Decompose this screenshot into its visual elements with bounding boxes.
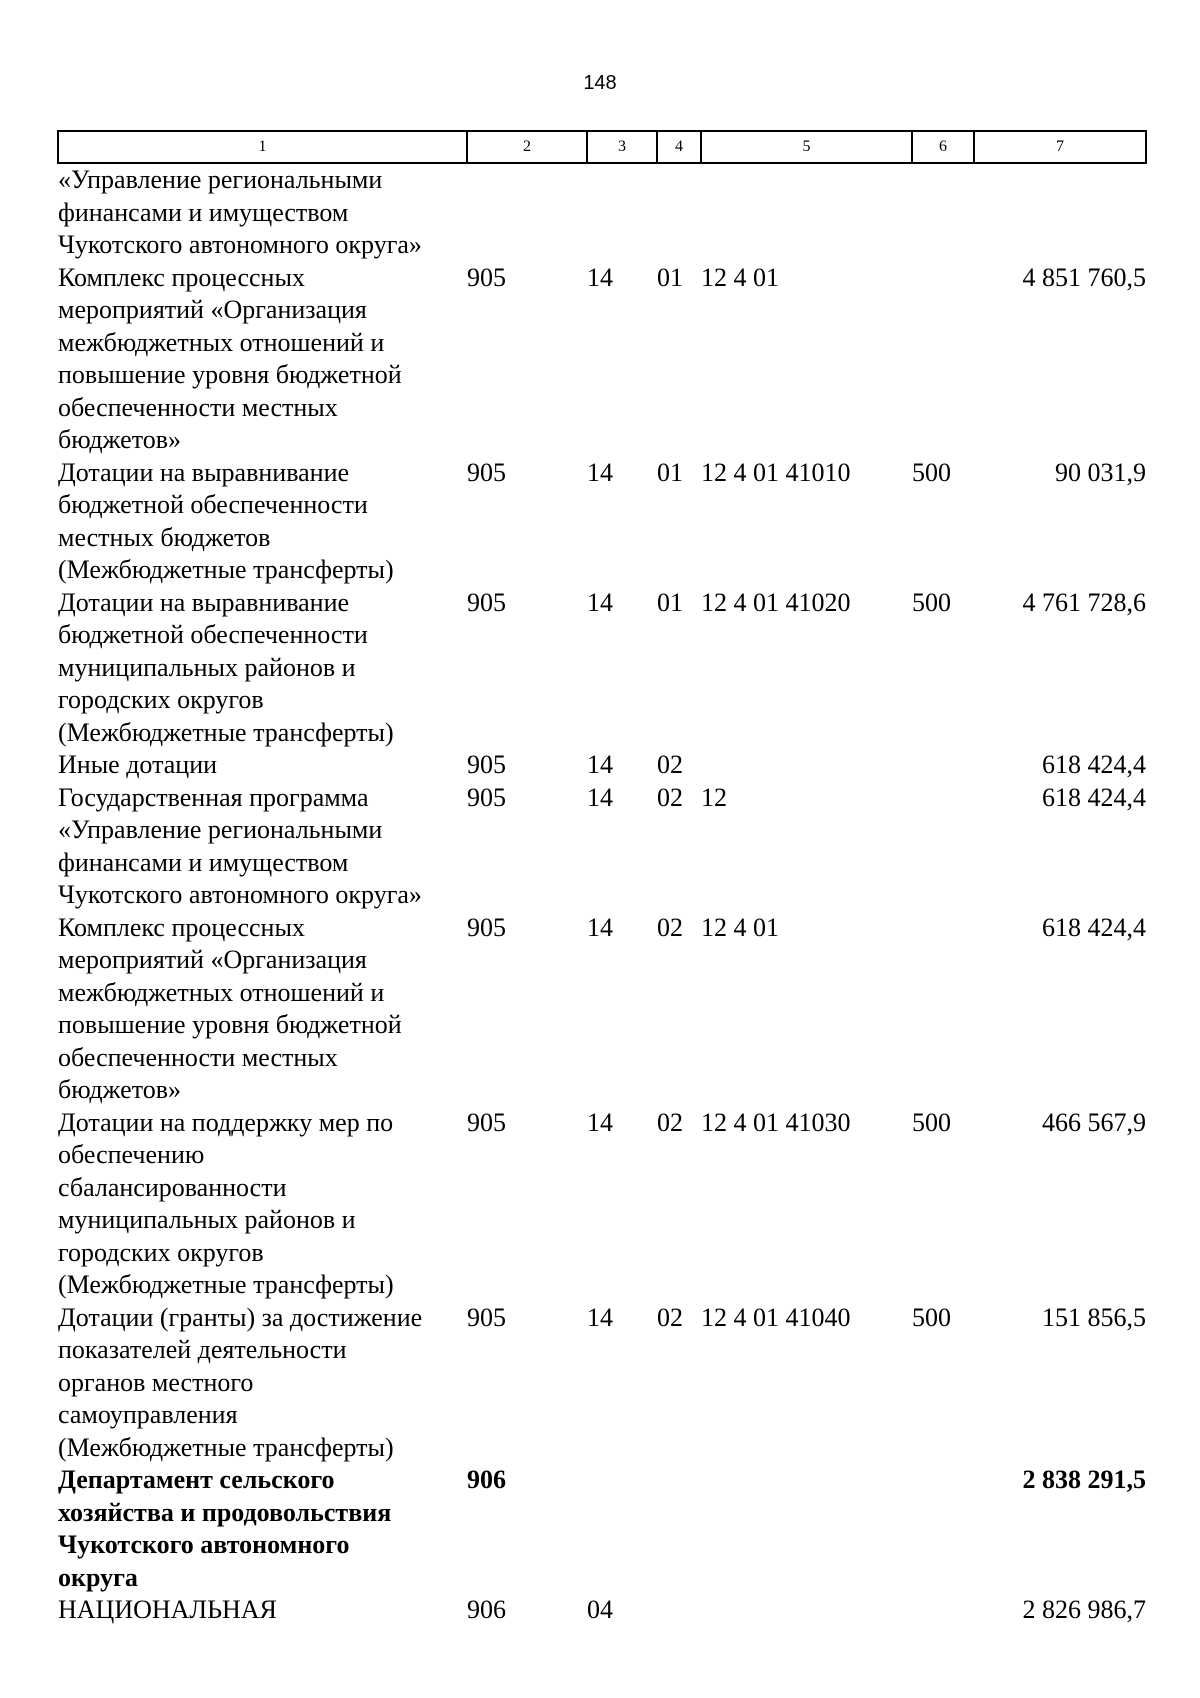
cell-name: НАЦИОНАЛЬНАЯ (58, 1595, 277, 1624)
cell-target-article (701, 1594, 912, 1627)
cell-amount (974, 163, 1146, 262)
cell-target-article: 12 4 01 (701, 912, 779, 942)
column-header-7: 7 (974, 131, 1146, 163)
table-row (58, 1302, 1146, 1465)
column-header-2: 2 (467, 131, 587, 163)
cell-target-article: 12 4 01 41030 (701, 1107, 851, 1137)
cell-subsection: 01 (657, 587, 683, 617)
cell-section: 14 (587, 1107, 613, 1137)
cell-department-code: 905 (467, 1302, 506, 1332)
cell-subsection: 01 (657, 262, 683, 292)
cell-name: Комплекс процессных мероприятий «Организация межбюджетных отношений и повышение уровня бюджетной обеспеченности местных бюджетов» (58, 912, 402, 1104)
cell-amount: 4 851 760,5 (1022, 262, 1146, 292)
cell-expense-type (912, 782, 974, 912)
cell-target-article (701, 749, 912, 782)
cell-department-code: 905 (467, 912, 506, 942)
cell-subsection (657, 163, 701, 262)
column-header-5: 5 (701, 131, 912, 163)
table-row (58, 1107, 1146, 1302)
cell-name: Дотации на выравнивание бюджетной обеспеченности муниципальных районов и городских округов (Межбюджетные трансферты) (58, 587, 394, 747)
cell-target-article: 12 4 01 (701, 262, 779, 292)
table-row (58, 457, 1146, 587)
cell-target-article: 12 4 01 41020 (701, 587, 851, 617)
cell-department-code: 905 (467, 587, 506, 617)
budget-table (57, 130, 1147, 1627)
table-row (58, 912, 1146, 1107)
cell-subsection (657, 1594, 701, 1627)
cell-target-article (701, 1464, 912, 1594)
table-header (58, 131, 1146, 163)
table-row (58, 1464, 1146, 1594)
cell-section: 14 (587, 457, 613, 487)
column-header-6: 6 (912, 131, 974, 163)
cell-name: Дотации (гранты) за достижение показателей деятельности органов местного самоуправления (Межбюджетные трансферты) (58, 1302, 423, 1462)
cell-name: «Управление региональными финансами и имуществом Чукотского автономного округа» (58, 165, 422, 259)
cell-subsection: 02 (657, 1107, 683, 1137)
cell-expense-type: 500 (912, 1107, 951, 1137)
cell-department-code: 905 (467, 262, 506, 292)
cell-department-code: 905 (467, 782, 506, 812)
cell-section: 14 (587, 262, 613, 292)
cell-subsection (657, 1464, 701, 1594)
column-header-3: 3 (587, 131, 657, 163)
cell-section (587, 1464, 657, 1594)
cell-section: 14 (587, 750, 613, 779)
cell-department-code: 906 (467, 1595, 506, 1624)
table-body (58, 163, 1146, 1627)
column-header-4: 4 (657, 131, 701, 163)
cell-target-article: 12 4 01 41010 (701, 457, 851, 487)
cell-amount: 4 761 728,6 (1022, 587, 1146, 617)
cell-name: Иные дотации (58, 750, 218, 779)
table-row (58, 782, 1146, 912)
cell-department-code (467, 163, 587, 262)
cell-name: Государственная программа «Управление региональными финансами и имуществом Чукотского автономного округа» (58, 782, 422, 909)
cell-amount: 90 031,9 (1055, 457, 1146, 487)
cell-department-code: 905 (467, 457, 506, 487)
cell-section: 14 (587, 1302, 613, 1332)
cell-expense-type: 500 (912, 457, 951, 487)
cell-department-code: 905 (467, 1107, 506, 1137)
column-header-1: 1 (58, 131, 467, 163)
table-row (58, 262, 1146, 457)
cell-expense-type: 500 (912, 1302, 951, 1332)
cell-subsection: 02 (657, 1302, 683, 1332)
cell-amount: 2 826 986,7 (1022, 1595, 1146, 1624)
cell-amount: 618 424,4 (1042, 750, 1146, 779)
table-row (58, 163, 1146, 262)
cell-subsection: 02 (657, 782, 683, 812)
cell-amount: 618 424,4 (1042, 912, 1146, 942)
cell-target-article (701, 163, 912, 262)
table-row (58, 1594, 1146, 1627)
cell-subsection: 02 (657, 912, 683, 942)
cell-section: 14 (587, 587, 613, 617)
cell-expense-type (912, 1594, 974, 1627)
cell-subsection: 01 (657, 457, 683, 487)
page-number: 148 (583, 72, 617, 94)
cell-section (587, 163, 657, 262)
cell-name: Комплекс процессных мероприятий «Организация межбюджетных отношений и повышение уровня бюджетной обеспеченности местных бюджетов» (58, 262, 402, 454)
cell-target-article: 12 (701, 782, 727, 812)
cell-section: 14 (587, 912, 613, 942)
cell-name: Дотации на выравнивание бюджетной обеспеченности местных бюджетов (Межбюджетные трансферты) (58, 457, 394, 584)
cell-expense-type: 500 (912, 587, 951, 617)
header-row (58, 131, 1146, 163)
cell-amount: 618 424,4 (1042, 782, 1146, 812)
cell-expense-type (912, 163, 974, 262)
table-row (58, 749, 1146, 782)
cell-amount: 151 856,5 (1042, 1302, 1146, 1332)
cell-name: Дотации на поддержку мер по обеспечению сбалансированности муниципальных районов и городских округов (Межбюджетные трансферты) (58, 1107, 394, 1299)
cell-expense-type (912, 749, 974, 782)
cell-expense-type (912, 1464, 974, 1594)
cell-department-code: 905 (467, 750, 506, 779)
cell-name: Департамент сельского хозяйства и продовольствия Чукотского автономного округа (58, 1465, 392, 1592)
table-row (58, 587, 1146, 750)
cell-section: 14 (587, 782, 613, 812)
cell-amount: 466 567,9 (1042, 1107, 1146, 1137)
cell-subsection: 02 (657, 750, 683, 779)
cell-department-code: 906 (467, 1465, 506, 1494)
cell-expense-type (912, 912, 974, 1107)
cell-amount: 2 838 291,5 (1022, 1465, 1146, 1494)
cell-section: 04 (587, 1595, 613, 1624)
cell-expense-type (912, 262, 974, 457)
cell-target-article: 12 4 01 41040 (701, 1302, 851, 1332)
